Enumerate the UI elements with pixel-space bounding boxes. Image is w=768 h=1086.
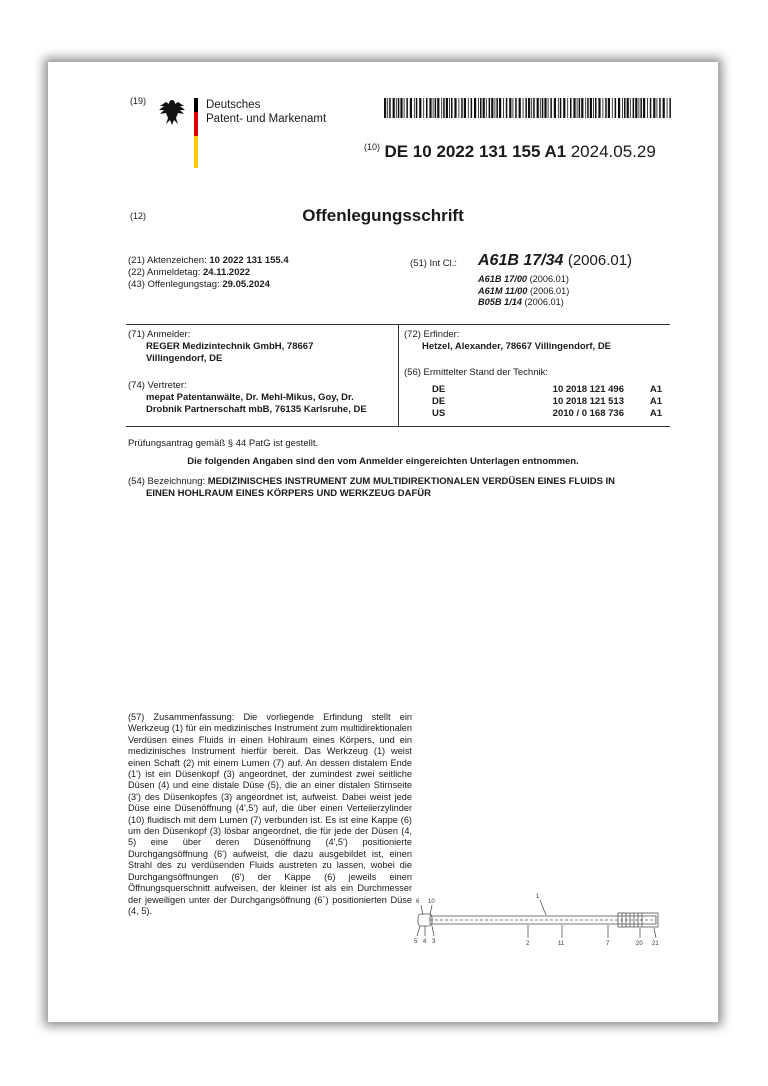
abstract-block [128, 712, 412, 917]
other-class-version: (2006.01) [524, 297, 564, 307]
publication-line [364, 142, 656, 162]
figure-label: 2 [526, 941, 530, 947]
office-line-2: Patent- und Markenamt [206, 113, 327, 125]
label-anmeldetag: Anmeldetag: [147, 267, 201, 278]
prior-art-kind: A1 [649, 384, 662, 395]
abstract-text: Die vorliegende Erfindung stellt ein Werkzeug (1) für ein medizinisches Instrument zum multidirektionalen Verdüsen eines Fluids in einen Hohlraum eines Körpers, und ein medizinisches Instrument hierfür bereit. Das Werkzeug (1) weist einen Schaft (2) mit einem Lumen (7) auf. An dessen distalem Ende (1') ist ein Düsenkopf (3) angeordnet, der zumindest zwei seitliche Düsen (4) und eine distale Düse (5), die an einer distalen Stirnseite (3') des Düsenkopfes (3) angeordnet ist, aufweist. Dabei weist jede Düse eine Düsenöffnung (4',5') auf, die über einen Verteilerzylinder (10) fluidisch mit dem Lumen (7) verbunden ist. Es ist eine Kappe (6) um den Düsenkopf (3) lösbar angeordnet, die für jede der Düsen (4, 5) eine über deren Düsenöffnung (4',5') positionierte Durchgangsöffnung (6') aufweist, die dazu ausgebildet ist, einen Strahl des zu verdüsenden Fluids austreten zu lassen, wobei die Durchgangsöffnungen (6') der Kappe (6) jeweils einen Öffnungsquerschnitt aufweisen, der kleiner ist als ein Durchmesser der jeweiligen unter der Durchgangsöffnung (6`) positionierten Düse (4, 5). [128, 712, 412, 916]
designation-line-2: EINEN HOHLRAUM EINES KÖRPERS UND WERKZEUG DAFÜR [146, 488, 432, 499]
label-agent: Vertreter: [147, 380, 187, 391]
publication-number: DE 10 2022 131 155 A1 [384, 142, 567, 161]
prior-art-country: DE [432, 396, 446, 407]
figure-label: 11 [558, 941, 565, 947]
figure-label: 4 [423, 939, 427, 945]
agent-line-1: mepat Patentanwälte, Dr. Mehl-Mikus, Goy, Dr. [146, 392, 354, 403]
label-intcl: Int Cl.: [429, 258, 457, 269]
value-anmeldetag: 24.11.2022 [203, 267, 251, 278]
inventor-name: Hetzel, Alexander, 78667 Villingendorf, DE [422, 341, 612, 352]
figure-label: 3 [432, 939, 436, 945]
other-class: A61B 17/00 [478, 274, 528, 284]
code-22: (22) [128, 267, 145, 278]
code-54: (54) [128, 476, 145, 487]
figure-label: 10 [428, 899, 435, 905]
code-74: (74) [128, 380, 145, 391]
examination-note: Prüfungsantrag gemäß § 44 PatG ist gestellt. [128, 438, 319, 449]
figure-label: 20 [636, 941, 643, 947]
applicant-block [128, 329, 313, 365]
prior-art-row [432, 396, 662, 408]
agent-line-2: Drobnik Partnerschaft mbB, 76135 Karlsruhe, DE [146, 404, 367, 415]
code-19: (19) [130, 96, 147, 106]
value-offenlegungstag: 29.05.2024 [222, 279, 270, 290]
intcl-other-row [478, 297, 569, 309]
publication-date: 2024.05.29 [570, 142, 656, 161]
intcl-others [478, 274, 569, 309]
prior-art-number: 10 2018 121 513 [552, 396, 624, 407]
prior-art-row [432, 384, 662, 396]
dates-block [128, 255, 289, 291]
prior-art-country: US [432, 408, 446, 419]
figure-label: 1 [536, 894, 540, 900]
prior-art-table [432, 384, 662, 420]
barcode [384, 98, 674, 118]
other-class-version: (2006.01) [529, 274, 569, 284]
applicant-note: Die folgenden Angaben sind den vom Anmelder eingereichten Unterlagen entnommen. [187, 456, 579, 467]
inventor-block [404, 329, 611, 353]
intcl-other-row [478, 274, 569, 286]
code-51: (51) [410, 258, 427, 269]
divider-vertical [398, 324, 399, 426]
code-72: (72) [404, 329, 421, 340]
figure-label: 7 [606, 941, 610, 947]
prior-art-number: 2010 / 0 168 736 [552, 408, 624, 419]
prior-art-label [404, 367, 548, 379]
flag-stripe-black [194, 98, 198, 112]
intcl-other-row [478, 286, 569, 298]
code-71: (71) [128, 329, 145, 340]
intcl-main [478, 252, 632, 270]
agent-block [128, 380, 367, 416]
label-abstract: Zusammenfassung: [153, 712, 235, 722]
instrument-figure [410, 890, 670, 954]
document-type-title: Offenlegungsschrift [302, 206, 464, 225]
other-class: A61M 11/00 [478, 285, 528, 296]
main-class: A61B 17/34 [478, 252, 564, 269]
prior-art-kind: A1 [649, 408, 662, 419]
prior-art-kind: A1 [649, 396, 662, 407]
code-43: (43) [128, 279, 145, 290]
code-10: (10) [364, 142, 381, 152]
code-57: (57) [128, 712, 145, 722]
label-inventor: Erfinder: [423, 329, 460, 340]
figure-label: 5 [414, 939, 418, 945]
intcl-code-label [410, 258, 457, 269]
patent-page [48, 62, 718, 1022]
date-row-anmeldetag [128, 267, 289, 279]
figure-label: 6 [416, 899, 420, 905]
prior-art-country: DE [432, 384, 446, 395]
prior-art-number: 10 2018 121 496 [552, 384, 624, 395]
label-offenlegungstag: Offenlegungstag: [147, 279, 220, 290]
federal-eagle-icon [158, 98, 186, 128]
date-row-aktenzeichen [128, 255, 289, 267]
code-21: (21) [128, 255, 145, 266]
code-56: (56) [404, 367, 421, 378]
other-class: B05B 1/14 [478, 297, 522, 307]
code-12: (12) [130, 211, 147, 221]
applicant-line-2: Villingendorf, DE [146, 353, 223, 364]
flag-stripe-red [194, 112, 198, 136]
office-line-1: Deutsches [206, 99, 261, 111]
date-row-offenlegungstag [128, 279, 289, 291]
main-class-version: (2006.01) [567, 252, 633, 269]
designation-line-1: MEDIZINISCHES INSTRUMENT ZUM MULTIDIREKTIONALEN VERDÜSEN EINES FLUIDS IN [207, 476, 616, 487]
divider-bottom [126, 426, 670, 427]
label-applicant: Anmelder: [147, 329, 191, 340]
applicant-line-1: REGER Medizintechnik GmbH, 78667 [146, 341, 314, 352]
label-aktenzeichen: Aktenzeichen: [147, 255, 207, 266]
figure-label: 21 [652, 941, 659, 947]
value-aktenzeichen: 10 2022 131 155.4 [209, 255, 289, 266]
label-prior-art: Ermittelter Stand der Technik: [423, 367, 548, 378]
flag-stripe-gold [194, 136, 198, 168]
patent-office-name [206, 98, 326, 126]
prior-art-row [432, 408, 662, 420]
designation-block [128, 476, 688, 500]
label-designation: Bezeichnung: [147, 476, 206, 487]
other-class-version: (2006.01) [529, 285, 570, 296]
